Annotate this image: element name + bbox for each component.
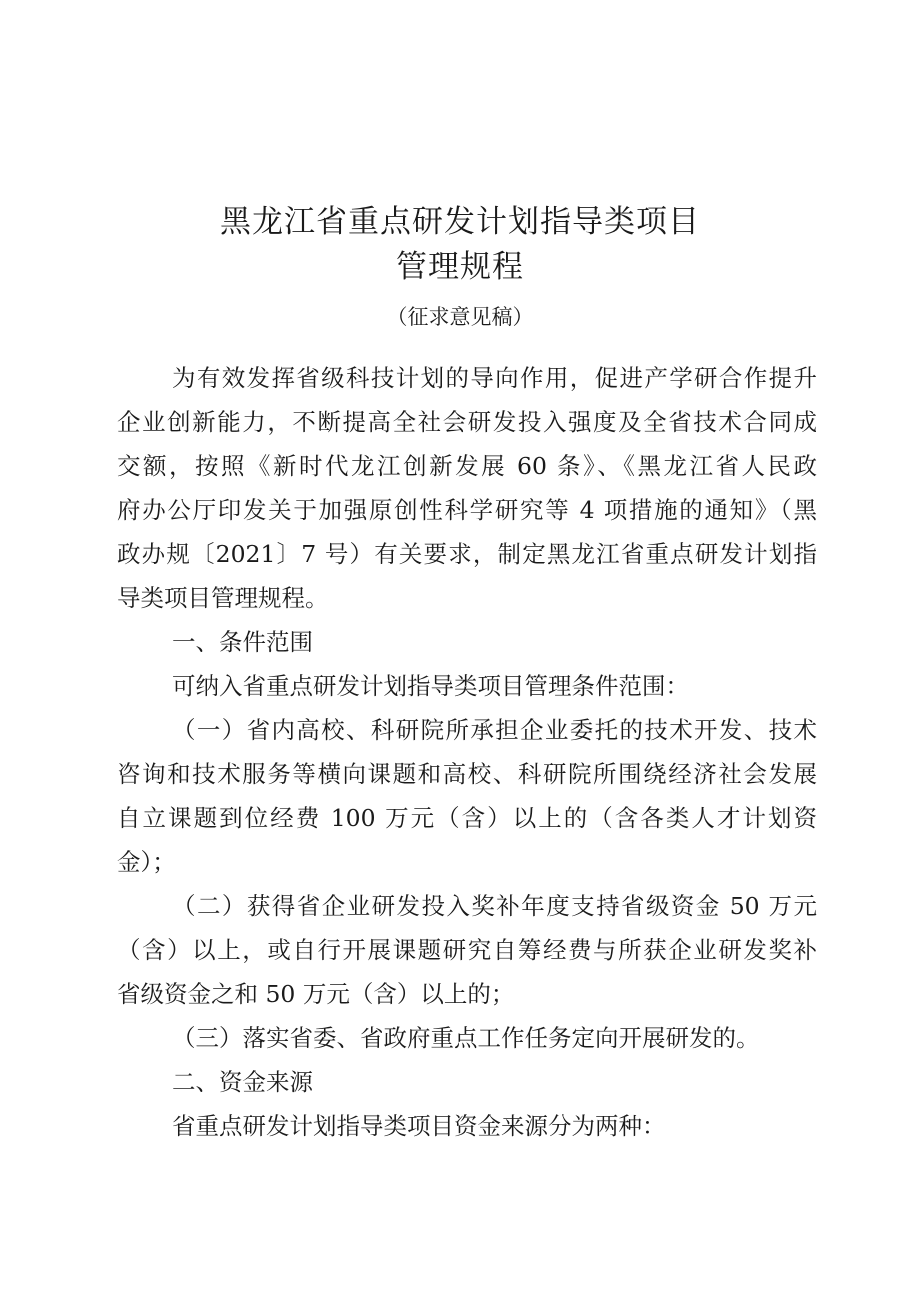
section1-heading: 一、条件范围 [172, 628, 313, 656]
document-title-line1: 黑龙江省重点研发计划指导类项目 [220, 204, 700, 240]
intro-line-1: 为有效发挥省级科技计划的导向作用，促进产学研合作提升 [172, 364, 817, 392]
item1-line-1: （一）省内高校、科研院所承担企业委托的技术开发、技术 [172, 716, 817, 744]
item2-line-3: 省级资金之和 50 万元（含）以上的； [117, 980, 515, 1008]
item1-line-4: 金）； [117, 848, 176, 876]
document-title-line2: 管理规程 [396, 249, 524, 285]
intro-line-6: 导类项目管理规程。 [117, 584, 329, 612]
section2-heading: 二、资金来源 [172, 1068, 313, 1096]
item1-line-2: 咨询和技术服务等横向课题和高校、科研院所围绕经济社会发展 [117, 760, 817, 788]
intro-line-2: 企业创新能力，不断提高全社会研发投入强度及全省技术合同成 [117, 408, 817, 436]
item2-line-1: （二）获得省企业研发投入奖补年度支持省级资金 50 万元 [172, 892, 817, 920]
intro-line-3: 交额，按照《新时代龙江创新发展 60 条》、《黑龙江省人民政 [117, 452, 817, 480]
intro-line-4: 府办公厅印发关于加强原创性科学研究等 4 项措施的通知》（黑 [117, 496, 817, 524]
item1-line-3: 自立课题到位经费 100 万元（含）以上的（含各类人才计划资 [117, 804, 817, 832]
intro-line-5: 政办规〔2021〕7 号）有关要求，制定黑龙江省重点研发计划指 [117, 540, 817, 568]
item2-line-2: （含）以上，或自行开展课题研究自筹经费与所获企业研发奖补 [117, 936, 817, 964]
section1-intro: 可纳入省重点研发计划指导类项目管理条件范围： [172, 672, 689, 700]
item3-line: （三）落实省委、省政府重点工作任务定向开展研发的。 [172, 1024, 760, 1052]
section2-intro: 省重点研发计划指导类项目资金来源分为两种： [172, 1112, 666, 1140]
document-subtitle: （征求意见稿） [386, 305, 534, 329]
